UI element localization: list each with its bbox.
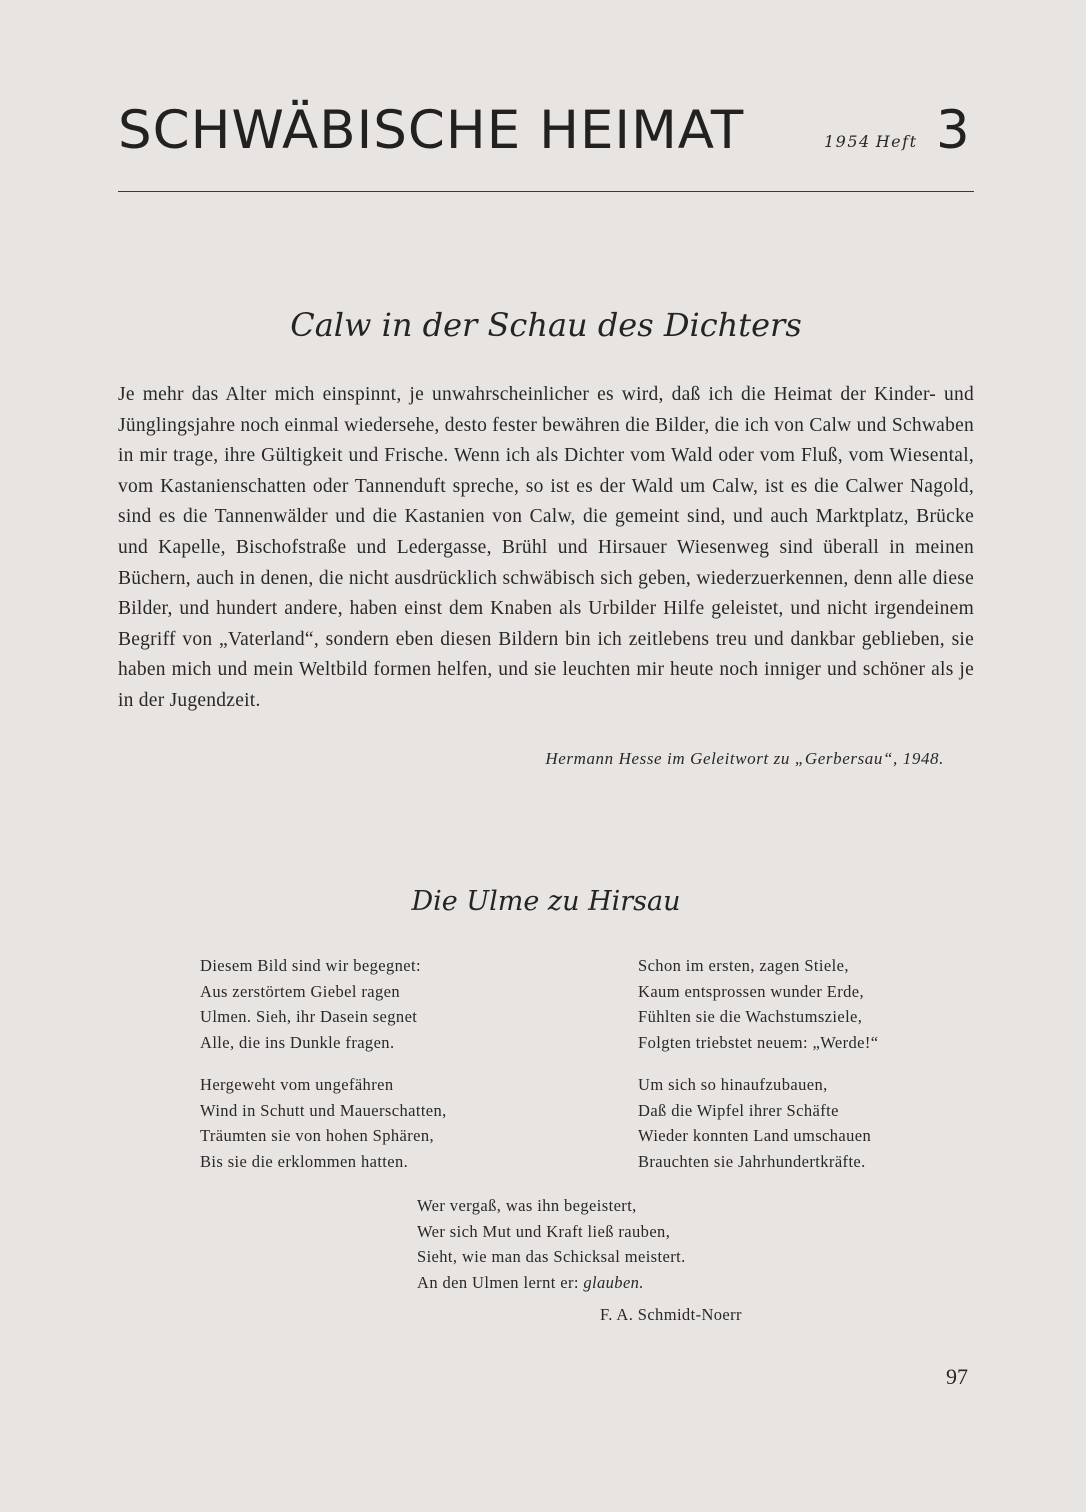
- magazine-title: SCHWÄBISCHE HEIMAT: [118, 100, 745, 161]
- page-number: 97: [946, 1364, 968, 1389]
- masthead: [118, 98, 974, 168]
- article-body: Je mehr das Alter mich einspinnt, je unwahrscheinlicher es wird, daß ich die Heimat der Kinder- und Jünglingsjahre noch einmal wiedersehe, desto fester bewähren die Bilder, die ich von Calw und Schwaben in mir trage, ihre Gültigkeit und Frische. Wenn ich als Dichter vom Wald oder vom Fluß, vom Wiesental, vom Kastanienschatten oder Tannenduft spreche, so ist es der Wald um Calw, ist es die Calwer Nagold, sind es die Tannenwälder und die Kastanien von Calw, die gemeint sind, und auch Marktplatz, Brücke und Kapelle, Bischofstraße und Ledergasse, Brühl und Hirsauer Wiesenweg sind überall in meinen Büchern, auch in denen, die nicht ausdrücklich schwäbisch sich geben, wiederzuerkennen, denn alle diese Bilder, und hundert andere, haben einst dem Knaben als Urbilder Hilfe geleistet, und nicht irgendeinem Begriff von „Vaterland“, sondern eben diesen Bildern bin ich zeitlebens treu und dankbar geblieben, sie haben mich und mein Weltbild formen helfen, und sie leuchten mir heute noch inniger und schöner als je in der Jugendzeit.: [118, 384, 974, 711]
- article-attribution: Hermann Hesse im Geleitwort zu „Gerbersau“, 1948.: [545, 749, 944, 768]
- header-rule: [118, 191, 974, 192]
- poem-line: Aus zerstörtem Giebel ragen: [200, 981, 401, 1001]
- poem-last-line-prefix: An den Ulmen lernt er:: [417, 1272, 579, 1292]
- poem-stanza: [200, 1072, 447, 1174]
- article-title: Calw in der Schau des Dichters: [290, 306, 802, 344]
- poem-line: Folgten triebstet neuem: „Werde!“: [638, 1032, 879, 1052]
- poem-line: Sieht, wie man das Schicksal meistert.: [417, 1247, 686, 1267]
- poem-line: Alle, die ins Dunkle fragen.: [200, 1032, 395, 1052]
- issue-number: 3: [936, 100, 970, 161]
- poem-line: Daß die Wipfel ihrer Schäfte: [638, 1100, 839, 1120]
- poem-stanza: [417, 1193, 686, 1295]
- poem-line: [417, 1270, 686, 1296]
- poem-line: Fühlten sie die Wachstumsziele,: [638, 1007, 863, 1027]
- poem-stanza: [200, 953, 421, 1055]
- poem-author: F. A. Schmidt-Noerr: [600, 1305, 742, 1324]
- poem-line: Kaum entsprossen wunder Erde,: [638, 981, 865, 1001]
- poem-line: Träumten sie von hohen Sphären,: [200, 1126, 435, 1146]
- poem-last-line-emphasis: glauben.: [583, 1272, 644, 1292]
- poem-line: Wind in Schutt und Mauerschatten,: [200, 1100, 447, 1120]
- poem-line: Wieder konnten Land umschauen: [638, 1126, 872, 1146]
- issue-meta: [824, 132, 923, 151]
- issue-year: 1954: [824, 132, 871, 151]
- poem-line: Diesem Bild sind wir begegnet:: [200, 956, 421, 975]
- poem-line: Bis sie die erklommen hatten.: [200, 1151, 409, 1171]
- poem-line: Hergeweht vom ungefähren: [200, 1075, 394, 1094]
- poem-title: Die Ulme zu Hirsau: [411, 886, 681, 917]
- poem-line: Ulmen. Sieh, ihr Dasein segnet: [200, 1007, 418, 1027]
- poem-line: Um sich so hinaufzubauen,: [638, 1075, 828, 1094]
- poem-line: Schon im ersten, zagen Stiele,: [638, 956, 849, 975]
- poem-stanza: [638, 1072, 871, 1174]
- poem-stanza: [638, 953, 879, 1055]
- poem-line: Wer sich Mut und Kraft ließ rauben,: [417, 1221, 671, 1241]
- poem-line: Brauchten sie Jahrhundertkräfte.: [638, 1151, 866, 1171]
- issue-heft-label: Heft: [875, 132, 918, 151]
- poem-line: Wer vergaß, was ihn begeistert,: [417, 1196, 637, 1215]
